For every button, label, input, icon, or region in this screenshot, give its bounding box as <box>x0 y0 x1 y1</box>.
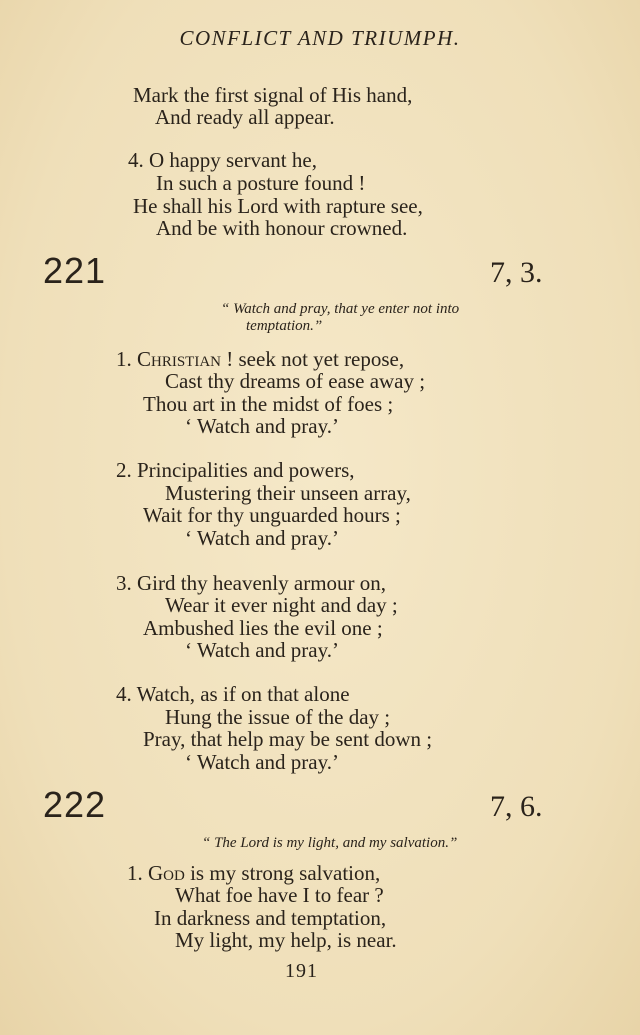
verse-line <box>116 683 350 705</box>
running-header: CONFLICT AND TRIUMPH. <box>179 26 461 50</box>
verse-line: Pray, that help may be sent down ; <box>143 727 433 751</box>
verse-line: ‘ Watch and pray.’ <box>185 414 339 438</box>
verse-text: Watch, as if on that alone <box>136 682 350 706</box>
epigraph-line: temptation.” <box>246 318 323 334</box>
verse-line <box>116 459 355 481</box>
verse-line: Cast thy dreams of ease away ; <box>165 369 426 393</box>
verse-line: What foe have I to fear ? <box>175 883 384 907</box>
drop-word: God <box>148 861 185 885</box>
verse-line: ‘ Watch and pray.’ <box>185 750 339 774</box>
hymn-meter: 7, 3. <box>490 256 543 289</box>
verse-line: Mark the first signal of His hand, <box>133 83 413 107</box>
page-number: 191 <box>285 960 318 982</box>
verse-line: ‘ Watch and pray.’ <box>185 638 339 662</box>
verse-line <box>116 348 404 370</box>
hymn-number: 222 <box>43 784 107 825</box>
stanza-number: 2. <box>116 458 132 482</box>
verse-line: And be with honour crowned. <box>156 216 408 240</box>
stanza-number: 1. <box>127 861 143 885</box>
epigraph-line: “ Watch and pray, that ye enter not into <box>221 301 460 317</box>
stanza-number: 3. <box>116 571 132 595</box>
verse-text: Gird thy heavenly armour on, <box>137 571 387 595</box>
verse-line: Hung the issue of the day ; <box>165 705 391 729</box>
verse-line: Thou art in the midst of foes ; <box>143 392 394 416</box>
verse-line: And ready all appear. <box>155 105 335 129</box>
verse-line: In such a posture found ! <box>156 171 366 195</box>
drop-word: Christian <box>137 347 222 371</box>
verse-line: In darkness and temptation, <box>154 906 387 930</box>
verse-text: is my strong salvation, <box>184 861 381 885</box>
verse-line: He shall his Lord with rapture see, <box>133 194 423 218</box>
hymn-number: 221 <box>43 250 107 291</box>
verse-line: My light, my help, is near. <box>175 928 397 952</box>
verse-line: Mustering their unseen array, <box>165 481 411 505</box>
verse-line <box>127 862 380 884</box>
verse-line: 4. O happy servant he, <box>128 148 317 172</box>
stanza-number: 1. <box>116 347 132 371</box>
hymn-meter: 7, 6. <box>490 790 543 823</box>
verse-line: Wait for thy unguarded hours ; <box>143 503 401 527</box>
verse-line: Ambushed lies the evil one ; <box>143 616 383 640</box>
stanza-number: 4. <box>116 682 132 706</box>
verse-line: ‘ Watch and pray.’ <box>185 526 339 550</box>
epigraph-line: “ The Lord is my light, and my salvation.” <box>202 835 458 851</box>
verse-line <box>116 572 386 594</box>
verse-text: Principalities and powers, <box>137 458 355 482</box>
verse-text: ! seek not yet repose, <box>221 347 405 371</box>
verse-line: Wear it ever night and day ; <box>165 593 398 617</box>
